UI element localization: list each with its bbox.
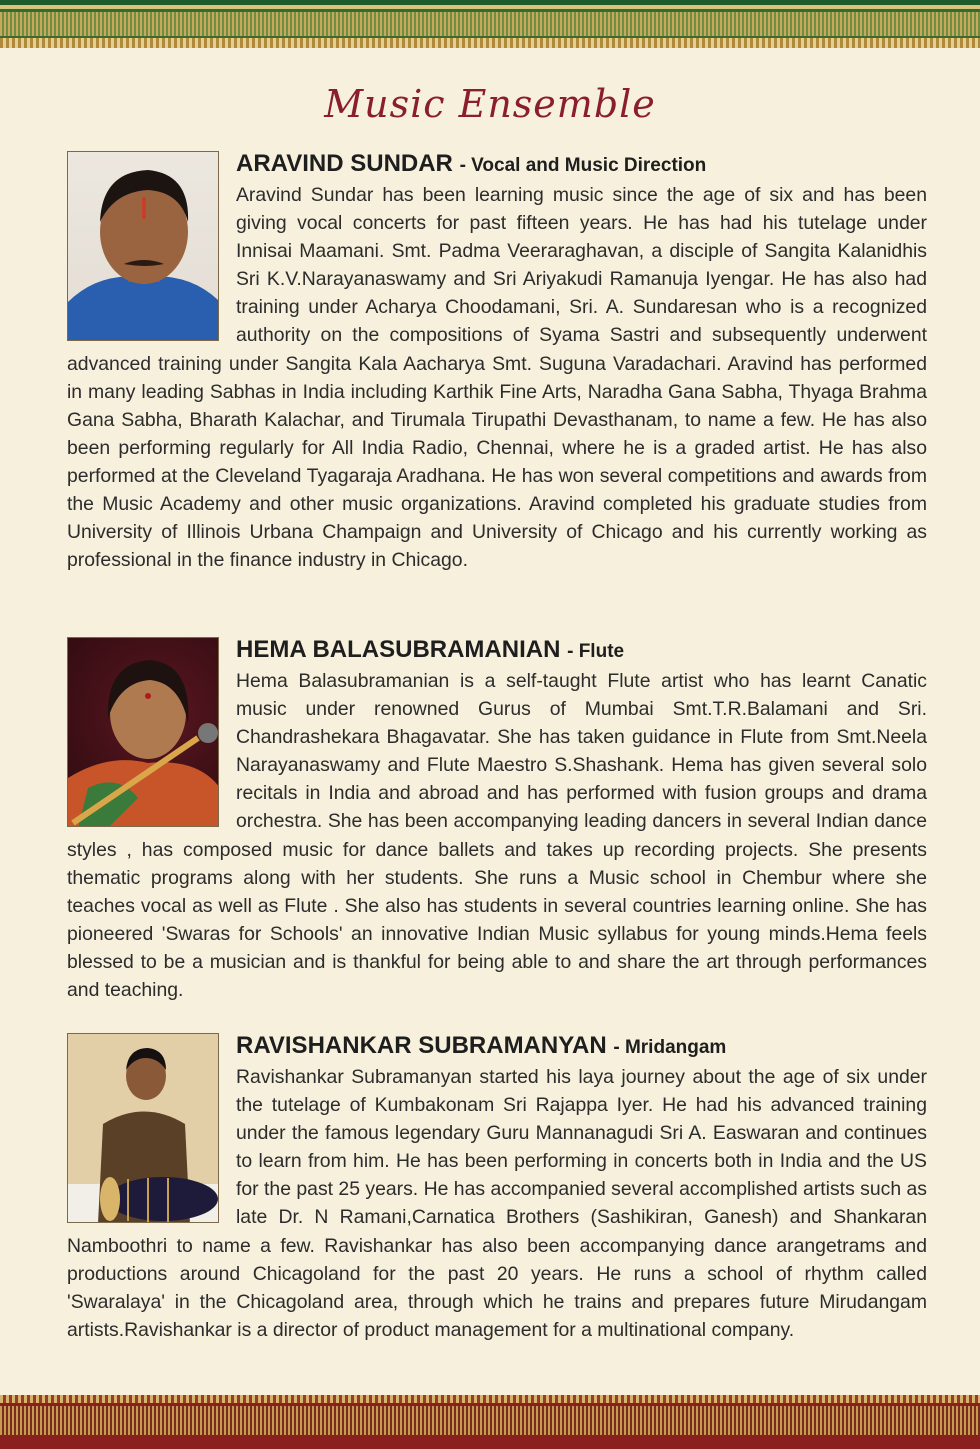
artist-name: HEMA BALASUBRAMANIAN xyxy=(236,636,561,663)
flutist-portrait-icon xyxy=(68,638,219,827)
artist-section-hema xyxy=(67,635,927,1004)
person-portrait-icon xyxy=(68,152,219,341)
page-title: Music Ensemble xyxy=(324,82,656,126)
artist-role: - Vocal and Music Direction xyxy=(459,155,707,176)
artist-photo xyxy=(67,1033,219,1223)
artist-bio: Ravishankar Subramanyan started his laya journey about the age of six under the tutelage of Kumbakonam Sri Rajappa Iyer. He had his advanced training under the famous legendary Guru Mannanagudi Sri A. Easwaran and continues to learn from him. He has been performing in concerts both in India and the US for the past 25 years. He has accompanied several accomplished artists such as late Dr. N Ramani,Carnatica Brothers (Sashikiran, Ganesh) and Shankaran Namboothri to name a few. Ravishankar has also been accompanying dance arangetrams and productions around Chicagoland for the past 20 years. He runs a school of rhythm called 'Swaralaya' in the Chicagoland area, through which he trains and prepares future Mirudangam artists.Ravishankar is a director of product management for a multinational company. xyxy=(67,1066,927,1341)
artist-bio: Hema Balasubramanian is a self-taught Flute artist who has learnt Canatic music under renowned Gurus of Mumbai Smt.T.R.Balamani and Sri. Chandrashekara Bhagavatar. She has taken guidance in Flute from Smt.Neela Narayanaswamy and Flute Maestro S.Shashank. Hema has given several solo recitals in India and abroad and has performed with fusion groups and drama orchestra. She has been accompanying leading dancers in several Indian dance styles , has composed music for dance ballets and takes up recording projects. She presents thematic programs along with her students. She runs a Music school in Chembur where she teaches vocal as well as Flute . She also has students in several countries learning online. She has pioneered 'Swaras for Schools' an innovative Indian Music syllabus for young minds.Hema feels blessed to be a musician and is thankful for being able to and share the art through performances and teaching. xyxy=(67,670,927,1002)
artist-photo xyxy=(67,637,219,827)
top-decorative-border xyxy=(0,0,980,48)
artist-role: - Mridangam xyxy=(613,1037,727,1058)
artist-name: ARAVIND SUNDAR xyxy=(236,150,453,177)
artist-section-ravishankar xyxy=(67,1031,927,1344)
bottom-decorative-border xyxy=(0,1395,980,1449)
artist-role: - Flute xyxy=(567,641,625,662)
mridangam-player-portrait-icon xyxy=(68,1034,219,1223)
artist-photo xyxy=(67,151,219,341)
artist-bio: Aravind Sundar has been learning music since the age of six and has been giving vocal concerts for past fifteen years. He has had his tutelage under Innisai Maamani. Smt. Padma Veeraraghavan, a disciple of Sangita Kalanidhis Sri K.V.Narayanaswamy and Sri Ariyakudi Ramanuja Iyengar. He has also had training under Acharya Choodamani, Sri. A. Sundaresan who is a recognized authority on the compositions of Syama Sastri and subsequently underwent advanced training under Sangita Kala Aacharya Smt. Suguna Varadachari. Aravind has performed in many leading Sabhas in India including Karthik Fine Arts, Naradha Gana Sabha, Thyaga Brahma Gana Sabha, Bharath Kalachar, and Tirumala Tirupathi Devasthanam, to name a few. He has also been performing regularly for All India Radio, Chennai, where he is a graded artist. He has also performed at the Cleveland Tyagaraja Aradhana. He has won several competitions and awards from the Music Academy and other music organizations. Aravind completed his graduate studies from University of Illinois Urbana Champaign and University of Chicago and his currently working as professional in the finance industry in Chicago. xyxy=(67,184,927,572)
artist-section-aravind xyxy=(67,149,927,574)
artist-name: RAVISHANKAR SUBRAMANYAN xyxy=(236,1032,607,1059)
